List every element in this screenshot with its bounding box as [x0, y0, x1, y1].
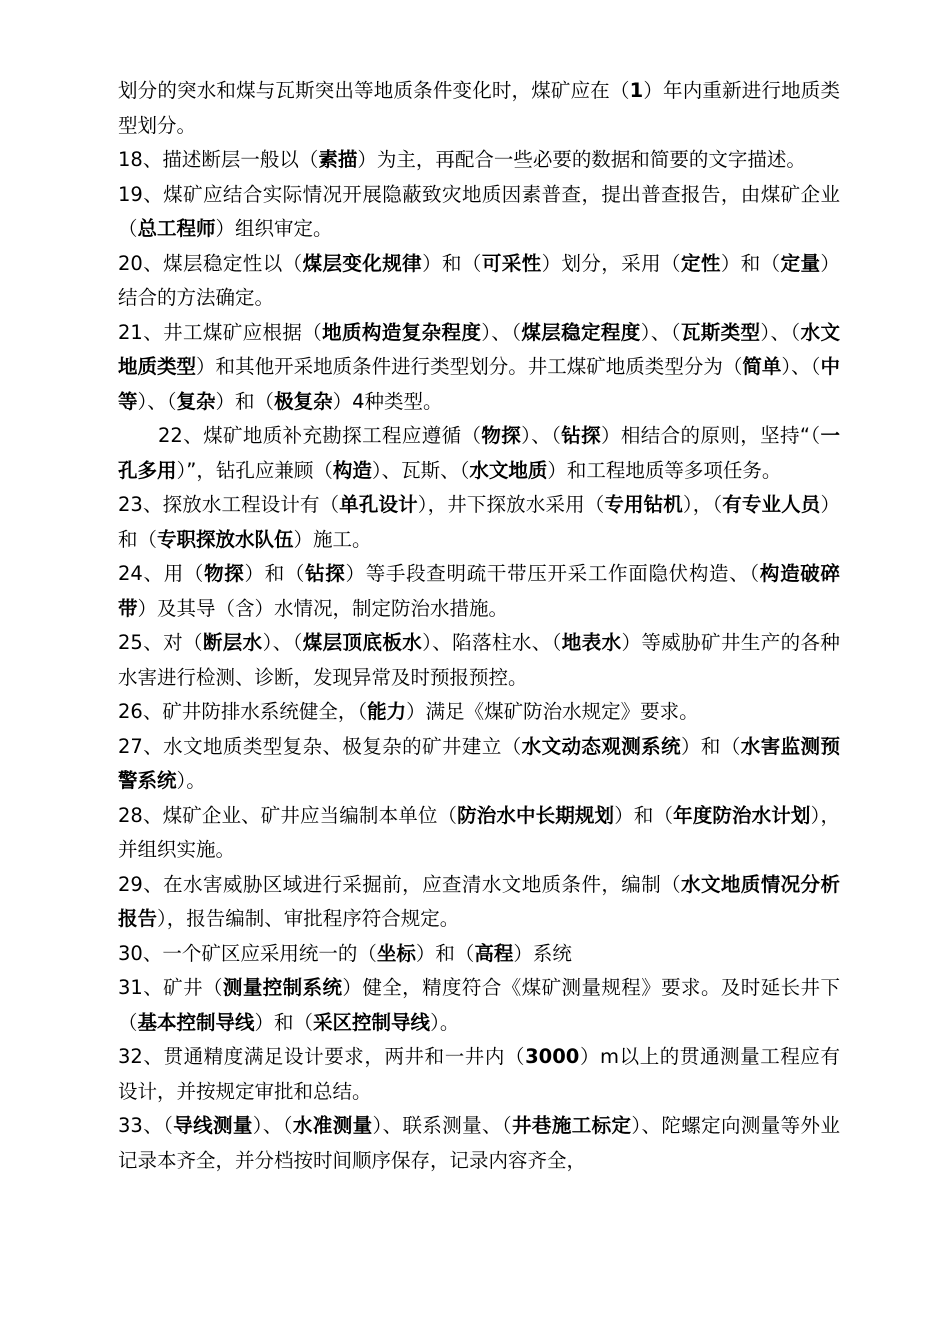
document-page — [118, 74, 840, 1178]
paragraph — [118, 247, 840, 316]
body-text: 25、对（ — [118, 631, 203, 654]
body-text: ）、（ — [781, 355, 821, 378]
body-text: ）。 — [176, 769, 206, 792]
body-text: ）4种类型。 — [332, 389, 443, 413]
paragraph — [118, 937, 840, 972]
answer-text: 定性 — [680, 251, 721, 275]
body-text: 32、贯通精度满足设计要求，两井和一井内（ — [118, 1045, 526, 1068]
answer-text: 断层水 — [202, 631, 263, 654]
body-text: ）和（ — [415, 941, 475, 965]
paragraph — [118, 74, 840, 143]
paragraph — [118, 730, 840, 799]
answer-text: 测量控制系统 — [222, 976, 343, 999]
body-text: 24、用（ — [118, 562, 205, 585]
body-text: ）组织审定。 — [215, 217, 333, 240]
body-text: 划分的突水和煤与瓦斯突出等地质条件变化时，煤矿应在（ — [118, 79, 630, 102]
body-text: ）、（ — [760, 320, 801, 344]
body-text: ）和（ — [118, 493, 840, 551]
paragraph — [118, 799, 840, 868]
answer-text: 钻探 — [305, 562, 346, 585]
answer-text: 极复杂 — [274, 389, 333, 413]
body-text: ）和工程地质等多项任务。 — [547, 458, 782, 482]
answer-text: 高程 — [474, 941, 514, 965]
answer-text: 有专业人员 — [722, 493, 821, 516]
body-text: ），（ — [682, 493, 723, 516]
body-text: 30、一个矿区应采用统一的（ — [118, 941, 377, 965]
body-text: 28、煤矿企业、矿井应当编制本单位（ — [118, 803, 458, 827]
body-text: ）相结合的原则，坚持“（ — [601, 424, 821, 447]
answer-text: 能力 — [367, 700, 407, 723]
answer-text: 地质构造复杂程度 — [322, 320, 482, 344]
answer-text: 坐标 — [376, 941, 416, 965]
answer-text: 水文地质 — [469, 458, 548, 482]
answer-text: 地表水 — [561, 631, 622, 654]
body-text: 33、（ — [118, 1114, 174, 1137]
answer-text: 构造 — [332, 458, 372, 482]
body-text: 19、煤矿应结合实际情况开展隐蔽致灾地质因素普查，提出普查报告，由煤矿企业（ — [118, 182, 840, 240]
paragraph — [118, 316, 840, 420]
body-text: 27、水文地质类型复杂、极复杂的矿井建立（ — [118, 734, 522, 758]
body-text: ）、（ — [262, 631, 303, 654]
paragraph — [118, 1040, 840, 1109]
body-text: 20、煤层稳定性以（ — [118, 251, 303, 275]
answer-text: 一孔多用 — [118, 424, 840, 482]
body-text: ）划分，采用（ — [541, 251, 681, 275]
answer-text: 防治水中长期规划 — [457, 803, 615, 827]
paragraph — [118, 419, 840, 488]
body-text: ）和（ — [614, 803, 674, 827]
body-text: ）、瓦斯、（ — [371, 458, 470, 482]
body-text: ），并组织实施。 — [118, 803, 840, 861]
body-text: 21、井工煤矿应根据（ — [118, 320, 323, 344]
answer-text: 素描 — [318, 148, 358, 171]
paragraph — [118, 143, 840, 178]
body-text: ）”，钻孔应兼顾（ — [176, 458, 333, 482]
answer-text: 定量 — [780, 251, 821, 275]
body-text: ）结合的方法确定。 — [118, 251, 840, 309]
answer-text: 单孔设计 — [339, 493, 418, 516]
answer-text: 复杂 — [176, 389, 216, 413]
body-text: ）施工。 — [293, 527, 372, 551]
paragraph — [118, 488, 840, 557]
answer-text: 专职探放水队伍 — [157, 527, 294, 551]
answer-text: 煤层顶底板水 — [302, 631, 423, 654]
body-text: ），报告编制、审批程序符合规定。 — [157, 907, 460, 930]
answer-text: 水文地质类型 — [118, 320, 840, 378]
paragraph — [118, 178, 840, 247]
paragraph — [118, 1109, 840, 1178]
body-text: ）、陷落柱水、（ — [422, 631, 562, 654]
answer-text: 3000 — [525, 1045, 580, 1068]
paragraph — [118, 971, 840, 1040]
answer-text: 钻探 — [561, 424, 602, 447]
answer-text: 采区控制导线 — [313, 1010, 431, 1034]
answer-text: 可采性 — [481, 251, 542, 275]
body-text: ）和（ — [720, 251, 781, 275]
body-text: ）、联系测量、（ — [372, 1114, 513, 1137]
body-text: 23、探放水工程设计有（ — [118, 493, 340, 516]
body-text: ）、（ — [481, 320, 522, 344]
body-text: ）。 — [430, 1010, 460, 1034]
answer-text: 导线测量 — [173, 1114, 253, 1137]
body-text: 29、在水害威胁区域进行采掘前，应查清水文地质条件，编制（ — [118, 872, 682, 896]
body-text: ），井下探放水采用（ — [417, 493, 605, 516]
answer-text: 煤层稳定程度 — [521, 320, 641, 344]
body-text: ）和（ — [681, 734, 741, 758]
answer-text: 井巷施工标定 — [512, 1114, 632, 1137]
body-text: ）健全，精度符合《煤矿测量规程》要求。及时延长井下（ — [118, 976, 840, 1034]
body-text: ）和（ — [215, 389, 275, 413]
body-text: ）和（ — [254, 1010, 314, 1034]
answer-text: 水文地质情况分析报告 — [118, 872, 840, 930]
answer-text: 中等 — [118, 355, 840, 413]
body-text: 22、煤矿地质补充勘探工程应遵循（ — [158, 424, 482, 447]
paragraph — [118, 626, 840, 695]
answer-text: 煤层变化规律 — [302, 251, 423, 275]
answer-text: 物探 — [481, 424, 522, 447]
body-text: ）等手段查明疏干带压开采工作面隐伏构造、（ — [345, 562, 760, 585]
answer-text: 构造破碎带 — [118, 562, 840, 620]
body-text: ）、（ — [137, 389, 177, 413]
body-text: 31、矿井（ — [118, 976, 223, 999]
paragraph — [118, 557, 840, 626]
answer-text: 专用钻机 — [604, 493, 683, 516]
body-text: ）、（ — [521, 424, 562, 447]
body-text: ）年内重新进行地质类型划分。 — [118, 79, 840, 137]
body-text: ）满足《煤矿防治水规定》要求。 — [406, 700, 699, 723]
body-text: 18、描述断层一般以（ — [118, 148, 319, 171]
body-text: ）、（ — [640, 320, 681, 344]
answer-text: 水害监测预警系统 — [118, 734, 840, 792]
answer-text: 水准测量 — [292, 1114, 373, 1137]
answer-text: 水文动态观测系统 — [521, 734, 682, 758]
answer-text: 瓦斯类型 — [680, 320, 761, 344]
body-text: ）和其他开采地质条件进行类型划分。井工煤矿地质类型分为（ — [196, 355, 743, 378]
answer-text: 物探 — [204, 562, 245, 585]
body-text: ）m以上的贯通测量工程应有设计，并按规定审批和总结。 — [118, 1045, 840, 1103]
answer-text: 基本控制导线 — [137, 1010, 255, 1034]
body-text: ）系统 — [513, 941, 572, 965]
body-text: ）、陀螺定向测量等外业记录本齐全，并分档按时间顺序保存，记录内容齐全， — [118, 1114, 840, 1172]
body-text: ）和（ — [422, 251, 482, 275]
answer-text: 简单 — [742, 355, 782, 378]
body-text: ）等威胁矿井生产的各种水害进行检测、诊断，发现异常及时预报预控。 — [118, 631, 840, 689]
paragraph — [118, 868, 840, 937]
answer-text: 总工程师 — [137, 217, 216, 240]
body-text: ）、（ — [252, 1114, 293, 1137]
body-text: ）为主，再配合一些必要的数据和简要的文字描述。 — [357, 148, 806, 171]
body-text: 26、矿井防排水系统健全，（ — [118, 700, 368, 723]
body-text: ）和（ — [244, 562, 306, 585]
body-text: ）及其导（含）水情况，制定防治水措施。 — [137, 596, 509, 620]
answer-text: 年度防治水计划 — [673, 803, 811, 827]
paragraph — [118, 695, 840, 730]
answer-text: 1 — [629, 79, 644, 102]
